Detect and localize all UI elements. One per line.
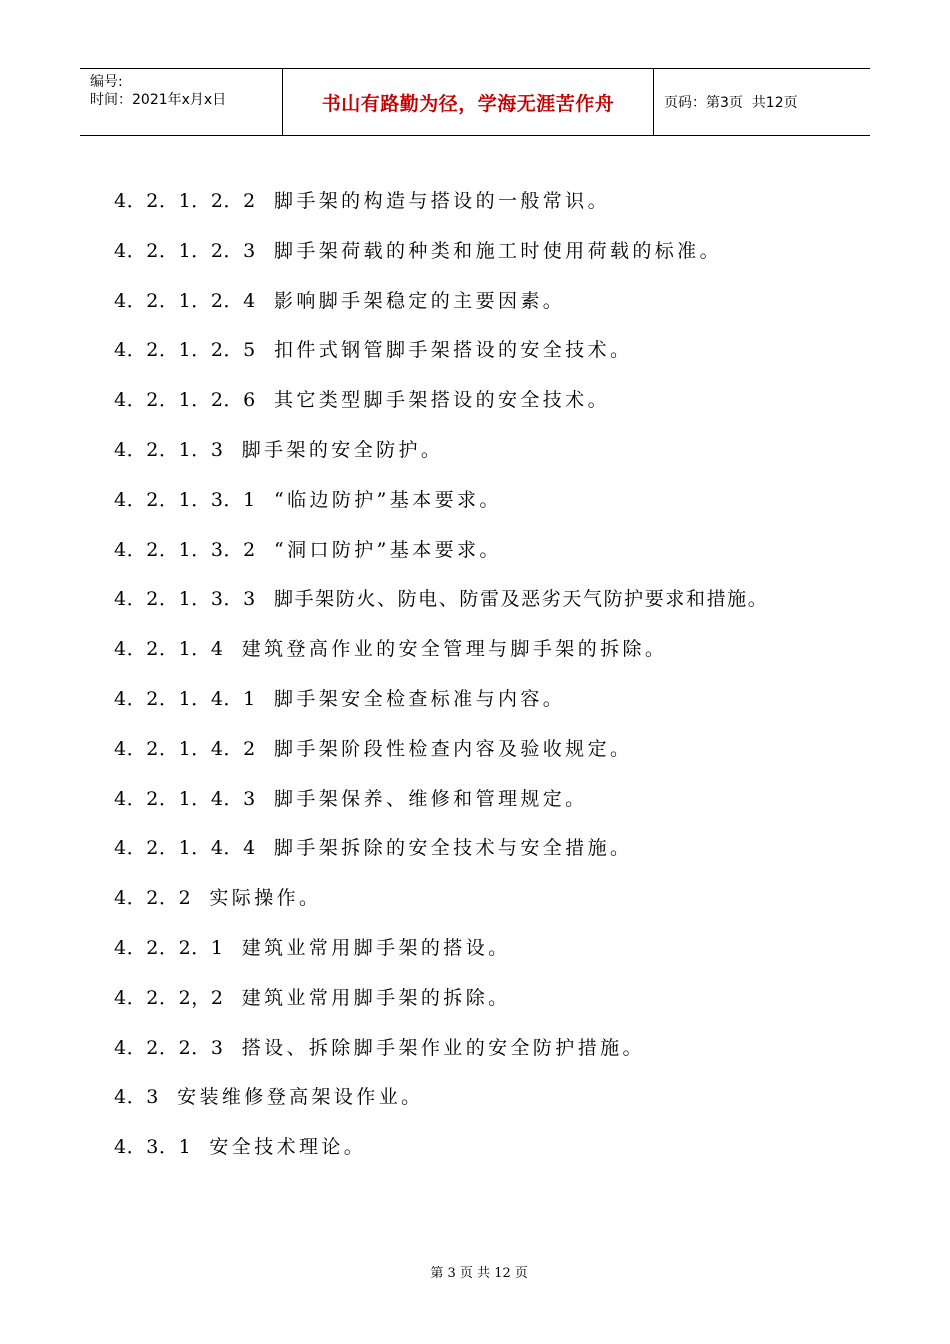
list-item <box>114 1131 894 1181</box>
item-text: 扣件式钢管脚手架搭设的安全技术。 <box>273 339 633 362</box>
item-number: 4．2．1．3 <box>114 438 224 461</box>
header-meta <box>80 69 282 135</box>
list-item <box>114 832 894 882</box>
list-item <box>114 633 894 683</box>
item-text: 影响脚手架稳定的主要因素。 <box>273 289 566 312</box>
item-number: 4．3．1 <box>114 1136 192 1159</box>
item-number: 4．2．1．4．2 <box>114 737 256 760</box>
item-text: 安全技术理论。 <box>209 1136 367 1159</box>
item-text: 搭设、拆除脚手架作业的安全防护措施。 <box>241 1036 645 1059</box>
page-info-text: 页码：第3页 共12页 <box>664 95 798 111</box>
header-motto-cell <box>282 69 654 135</box>
item-number: 4．2．1．4．1 <box>114 687 256 710</box>
item-number: 4．3 <box>114 1086 159 1109</box>
list-item <box>114 783 894 833</box>
item-text: “临边防护”基本要求。 <box>273 488 502 511</box>
item-number: 4．2．1．2．4 <box>114 289 256 312</box>
list-item <box>114 1081 894 1131</box>
document-body <box>114 185 894 1181</box>
list-item <box>114 882 894 932</box>
item-text: 脚手架的安全防护。 <box>241 438 444 461</box>
item-number: 4．2．1．4．3 <box>114 787 256 810</box>
list-item <box>114 683 894 733</box>
item-text: 脚手架的构造与搭设的一般常识。 <box>273 190 610 212</box>
item-text: 脚手架保养、维修和管理规定。 <box>273 787 588 810</box>
item-text: 脚手架安全检查标准与内容。 <box>273 687 566 710</box>
item-number: 4．2．2 <box>114 887 192 910</box>
motto-text: 书山有路勤为径，学海无涯苦作舟 <box>321 92 615 115</box>
item-number: 4．2．1．2．5 <box>114 339 256 362</box>
list-item <box>114 434 894 484</box>
item-number: 4．2．2．3 <box>114 1036 224 1059</box>
item-text: 脚手架荷载的种类和施工时使用荷载的标准。 <box>273 239 722 262</box>
item-number: 4．2．2．1 <box>114 936 224 959</box>
list-item <box>114 1032 894 1082</box>
footer-page-number: 第 3 页 共 12 页 <box>430 1266 528 1281</box>
item-text: 其它类型脚手架搭设的安全技术。 <box>273 389 610 412</box>
list-item <box>114 285 894 335</box>
item-number: 4．2．1．4 <box>114 638 224 661</box>
item-text: 安装维修登高架设作业。 <box>177 1086 424 1109</box>
item-text: 建筑业常用脚手架的拆除。 <box>241 986 511 1009</box>
list-item <box>114 484 894 534</box>
item-number: 4．2．1．4．4 <box>114 837 256 860</box>
item-text: 脚手架阶段性检查内容及验收规定。 <box>273 737 633 760</box>
list-item <box>114 733 894 783</box>
list-item <box>114 185 894 235</box>
item-number: 4．2．1．2．2 <box>114 190 256 212</box>
list-item <box>114 334 894 384</box>
item-text: “洞口防护”基本要求。 <box>273 538 502 561</box>
time-label: 时间：2021年x月x日 <box>90 92 227 108</box>
item-number: 4．2．1．2．3 <box>114 239 256 262</box>
list-item <box>114 583 894 633</box>
item-text: 建筑登高作业的安全管理与脚手架的拆除。 <box>241 638 668 661</box>
list-item <box>114 235 894 285</box>
page-header <box>80 68 870 136</box>
list-item <box>114 384 894 434</box>
page-footer <box>0 1247 950 1281</box>
serial-label: 编号: <box>90 74 123 90</box>
item-number: 4．2．1．2．6 <box>114 389 256 412</box>
item-text: 实际操作。 <box>209 887 322 910</box>
header-page-info <box>654 69 870 135</box>
list-item <box>114 534 894 584</box>
item-text: 脚手架拆除的安全技术与安全措施。 <box>273 837 633 860</box>
item-number: 4．2．1．3．1 <box>114 488 256 511</box>
item-text: 建筑业常用脚手架的搭设。 <box>241 936 511 959</box>
list-item <box>114 932 894 982</box>
item-number: 4．2．2，2 <box>114 986 224 1009</box>
list-item <box>114 982 894 1032</box>
item-text: 脚手架防火、防电、防雷及恶劣天气防护要求和措施。 <box>273 588 769 611</box>
item-number: 4．2．1．3．2 <box>114 538 256 561</box>
item-number: 4．2．1．3．3 <box>114 588 256 611</box>
